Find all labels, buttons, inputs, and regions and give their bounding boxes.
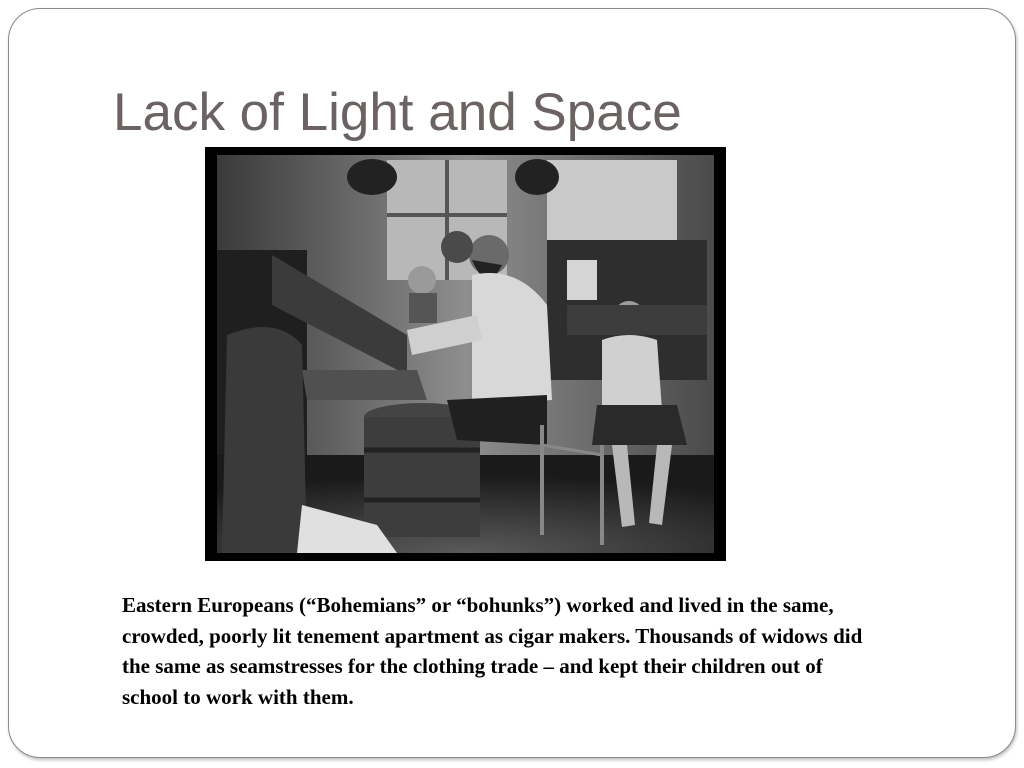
photo-icon (217, 155, 714, 553)
slide-title: Lack of Light and Space (113, 83, 682, 142)
caption-text: Eastern Europeans (“Bohemians” or “bohunks”) worked and lived in the same, crowded, poorly lit tenement apartment as cigar makers. Thousands of widows did the same as seamstresses for the clothing trade – and kept their children out of school to work with them. (122, 593, 863, 709)
photo (205, 147, 726, 561)
